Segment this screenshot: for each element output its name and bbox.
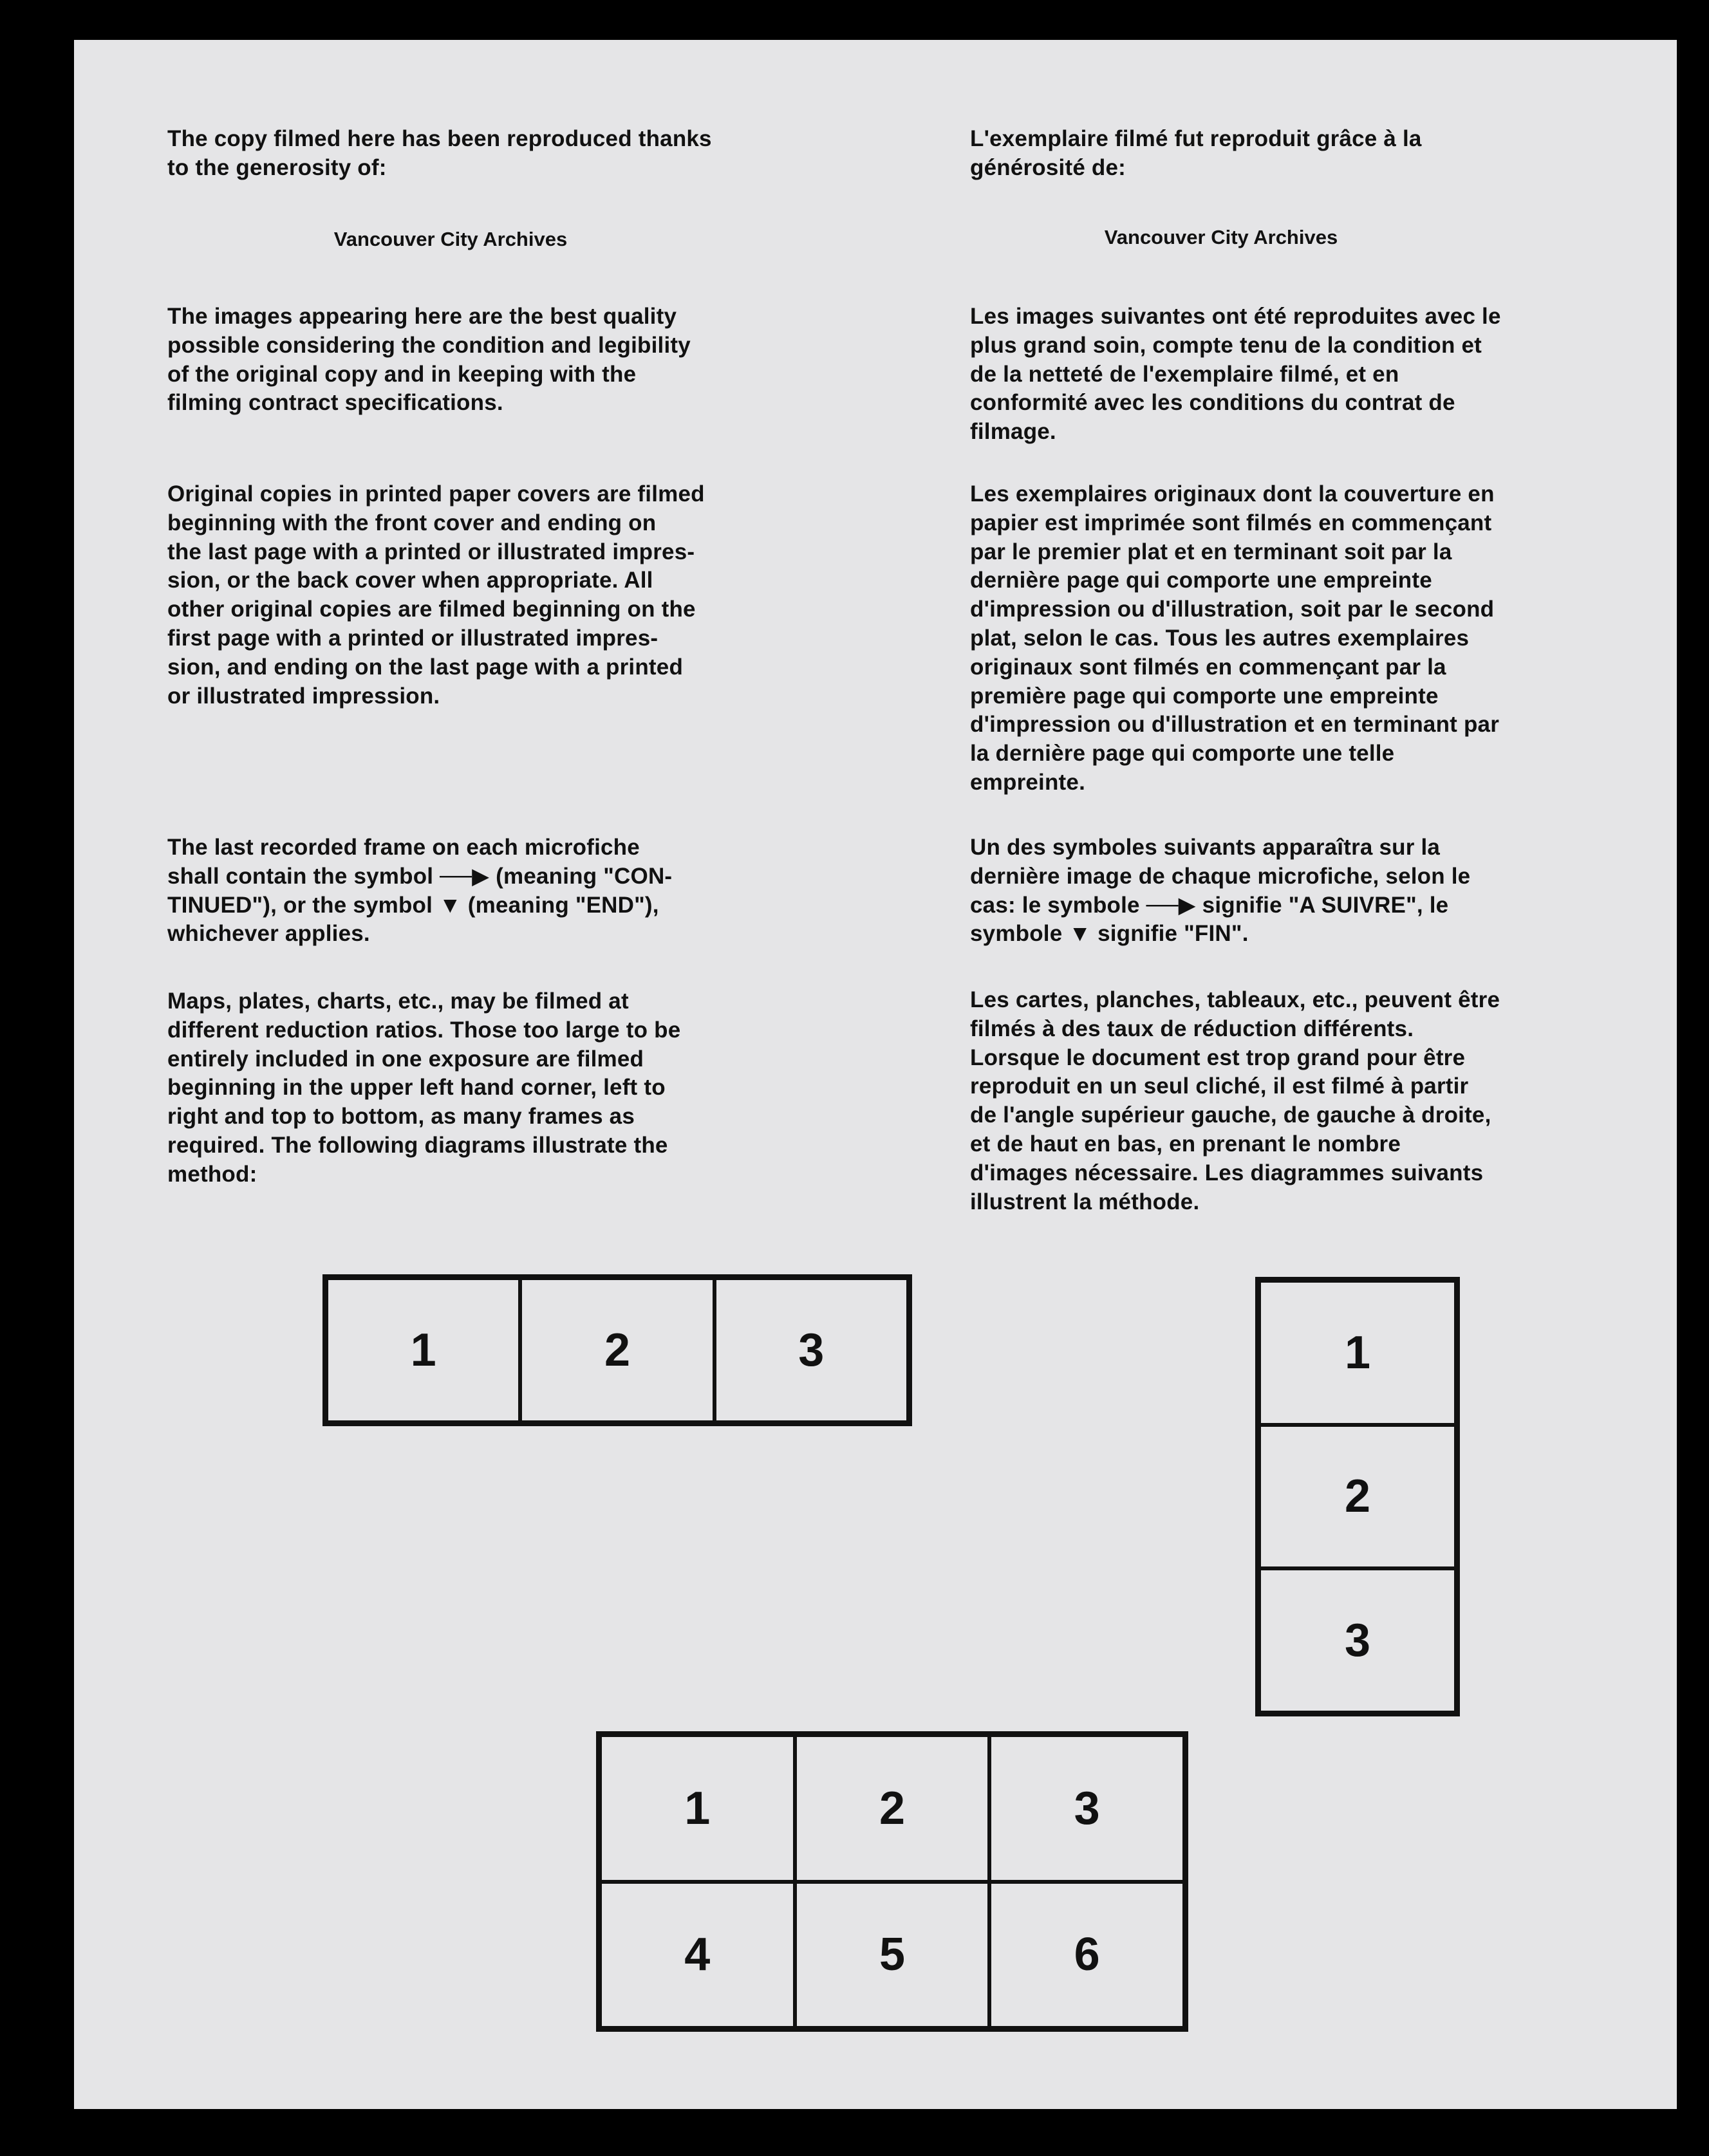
frame-cell: 3 — [1259, 1568, 1456, 1713]
horizontal-frames-diagram — [322, 1274, 912, 1426]
frame-cell: 3 — [989, 1735, 1184, 1882]
english-maps-note: Maps, plates, charts, etc., may be filmed at different reduction ratios. Those too large to be entirely included in one exposure are filmed beginning in the upper left hand corner, left to right and top to bottom, as many frames as required. The following diagrams illustrate the method: — [167, 989, 681, 1187]
grid-frames-diagram — [596, 1731, 1188, 2032]
french-originals-note: Les exemplaires originaux dont la couverture en papier est imprimée sont filmés en commençant par le premier plat et en terminant soit par la dernière page qui comporte une empreinte d'impression ou d'illustration, soit par le second plat, selon le cas. Tous les autres exemplaires originaux sont filmés en commençant par la première page qui comporte une empreinte d'impression ou d'illustration et en terminant par la dernière page qui comporte une telle empreinte. — [970, 481, 1500, 795]
frame-cell: 4 — [600, 1882, 795, 2029]
french-quality-note: Les images suivantes ont été reproduites avec le plus grand soin, compte tenu de la condition et de la netteté de l'exemplaire filmé, et en conformité avec les conditions du contrat de filmage. — [970, 304, 1501, 445]
french-symbols-note: Un des symboles suivants apparaîtra sur la dernière image de chaque microfiche, selon le cas: le symbole ──▶ signifie "A SUIVRE", le symbole ▼ signifie "FIN". — [970, 835, 1471, 947]
english-symbols-note: The last recorded frame on each microfiche shall contain the symbol ──▶ (meaning "CON- TINUED"), or the symbol ▼ (meaning "END"), whichever applies. — [167, 835, 673, 947]
vertical-frames-diagram — [1255, 1277, 1460, 1716]
frame-cell: 3 — [714, 1278, 908, 1422]
frame-cell: 1 — [1259, 1281, 1456, 1425]
english-archive-name: Vancouver City Archives — [333, 228, 568, 250]
english-originals-note: Original copies in printed paper covers are filmed beginning with the front cover and ending on the last page with a printed or illustrated impres- sion, or the back cover when appropriate. All other original copies are filmed beginning on the first page with a printed or illustrated impres- sion, and ending on the last page with a printed or illustrated impression. — [167, 481, 705, 709]
french-maps-note: Les cartes, planches, tableaux, etc., peuvent être filmés à des taux de réduction différents. Lorsque le document est trop grand pour être reproduit en un seul cliché, il est filmé à partir de l'angle supérieur gauche, de gauche à droite, et de haut en bas, en prenant le nombre d'images nécessaire. Les diagrammes suivants illustrent la méthode. — [970, 987, 1500, 1214]
english-intro: The copy filmed here has been reproduced thanks to the generosity of: — [167, 126, 712, 180]
frame-cell: 5 — [795, 1882, 990, 2029]
frame-cell: 1 — [600, 1735, 795, 1882]
frame-cell: 1 — [326, 1278, 520, 1422]
english-quality-note: The images appearing here are the best quality possible considering the condition and legibility of the original copy and in keeping with the filming contract specifications. — [167, 304, 691, 416]
frame-cell: 6 — [989, 1882, 1184, 2029]
french-archive-name: Vancouver City Archives — [1104, 226, 1338, 248]
frame-cell: 2 — [1259, 1425, 1456, 1569]
frame-cell: 2 — [795, 1735, 990, 1882]
french-intro: L'exemplaire filmé fut reproduit grâce à la générosité de: — [970, 126, 1422, 180]
document-page — [74, 40, 1677, 2109]
frame-cell: 2 — [520, 1278, 714, 1422]
